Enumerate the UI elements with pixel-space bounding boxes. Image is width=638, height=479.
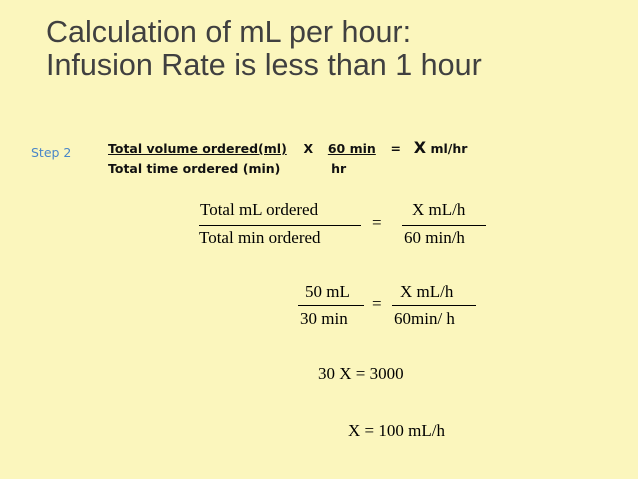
formula-equals-sign: = [390,141,402,156]
step-label: Step 2 [31,145,72,160]
eq2-right-denominator: 60min/ h [394,309,455,328]
eq1-left-numerator: Total mL ordered [200,200,319,219]
eq2-left-numerator: 50 mL [305,282,350,301]
slide-title [46,16,482,82]
eq1-left-denominator: Total min ordered [199,228,321,247]
equation-3: 30 X = 3000 [318,364,404,383]
formula-x: X [413,138,427,157]
eq1-equals: = [372,213,382,232]
formula-volume-label: Total volume ordered(ml) [108,141,287,156]
eq1-right-numerator: X mL/h [412,200,466,219]
title-line-2: Infusion Rate is less than 1 hour [46,48,482,82]
formula-bottom-row [108,161,346,176]
title-line-1: Calculation of mL per hour: [46,15,412,49]
equation-4: X = 100 mL/h [348,421,445,440]
eq2-right-fraction-bar [392,305,476,306]
formula-hr: hr [331,161,347,176]
eq1-right-fraction-bar [402,225,486,226]
formula-top-row [108,138,467,157]
eq2-left-denominator: 30 min [300,309,348,328]
eq2-equals: = [372,294,382,313]
formula-unit: ml/hr [430,141,468,156]
formula-time-label: Total time ordered (min) [108,161,281,176]
formula-60-min: 60 min [327,141,376,156]
eq2-left-fraction-bar [298,305,364,306]
formula-times-sign: X [303,141,314,156]
eq2-right-numerator: X mL/h [400,282,454,301]
eq1-right-denominator: 60 min/h [404,228,465,247]
eq1-left-fraction-bar [199,225,361,226]
